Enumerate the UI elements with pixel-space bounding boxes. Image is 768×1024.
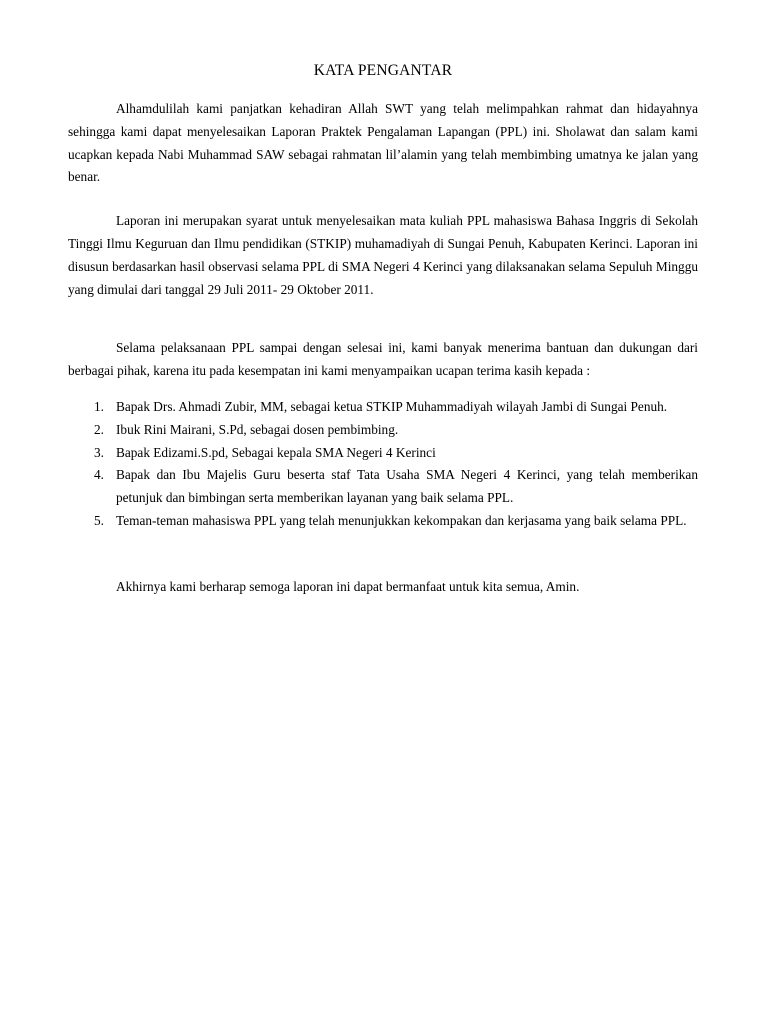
list-item-number: 1. — [94, 398, 104, 414]
list-item-number: 3. — [94, 444, 104, 460]
acknowledgement-list — [68, 396, 698, 533]
list-item-text: Bapak Edizami.S.pd, Sebagai kepala SMA Negeri 4 Kerinci — [116, 444, 436, 460]
list-item — [68, 510, 698, 533]
paragraph-opening: Alhamdulilah kami panjatkan kehadiran Allah SWT yang telah melimpahkan rahmat dan hidayahnya sehingga kami dapat menyelesaikan Laporan Praktek Pengalaman Lapangan (PPL) ini. Sholawat dan salam kami ucapkan kepada Nabi Muhammad SAW sebagai rahmatan lil’alamin yang telah membimbing umatnya ke jalan yang benar. — [68, 101, 698, 185]
list-item — [68, 419, 698, 442]
page-title: KATA PENGANTAR — [313, 62, 453, 79]
list-item-number: 5. — [94, 512, 104, 528]
paragraph-acknowledgement-intro: Selama pelaksanaan PPL sampai dengan selesai ini, kami banyak menerima bantuan dan dukungan dari berbagai pihak, karena itu pada kesempatan ini kami menyampaikan ucapan terima kasih kepada : — [68, 340, 698, 379]
list-item — [68, 464, 698, 510]
paragraph-closing: Akhirnya kami berharap semoga laporan ini dapat bermanfaat untuk kita semua, Amin. — [116, 578, 580, 594]
list-item-text: Teman-teman mahasiswa PPL yang telah menunjukkan kekompakan dan kerjasama yang baik selama PPL. — [116, 512, 687, 528]
paragraph-report-purpose: Laporan ini merupakan syarat untuk menyelesaikan mata kuliah PPL mahasiswa Bahasa Inggris di Sekolah Tinggi Ilmu Keguruan dan Ilmu pendidikan (STKIP) muhamadiyah di Sungai Penuh, Kabupaten Kerinci. Laporan ini disusun berdasarkan hasil observasi selama PPL di SMA Negeri 4 Kerinci yang dilaksanakan selama Sepuluh Minggu yang dimulai dari tanggal 29 Juli 2011- 29 Oktober 2011. — [68, 213, 698, 297]
list-item-text: Bapak dan Ibu Majelis Guru beserta staf Tata Usaha SMA Negeri 4 Kerinci, yang telah memberikan petunjuk dan bimbingan serta memberikan layanan yang baik selama PPL. — [116, 467, 698, 506]
list-item-text: Ibuk Rini Mairani, S.Pd, sebagai dosen pembimbing. — [116, 421, 399, 437]
list-item-number: 4. — [94, 467, 104, 483]
list-item — [68, 396, 698, 419]
document-page — [68, 60, 698, 599]
list-item-number: 2. — [94, 421, 104, 437]
list-item — [68, 442, 698, 465]
list-item-text: Bapak Drs. Ahmadi Zubir, MM, sebagai ketua STKIP Muhammadiyah wilayah Jambi di Sungai Penuh. — [116, 398, 668, 414]
